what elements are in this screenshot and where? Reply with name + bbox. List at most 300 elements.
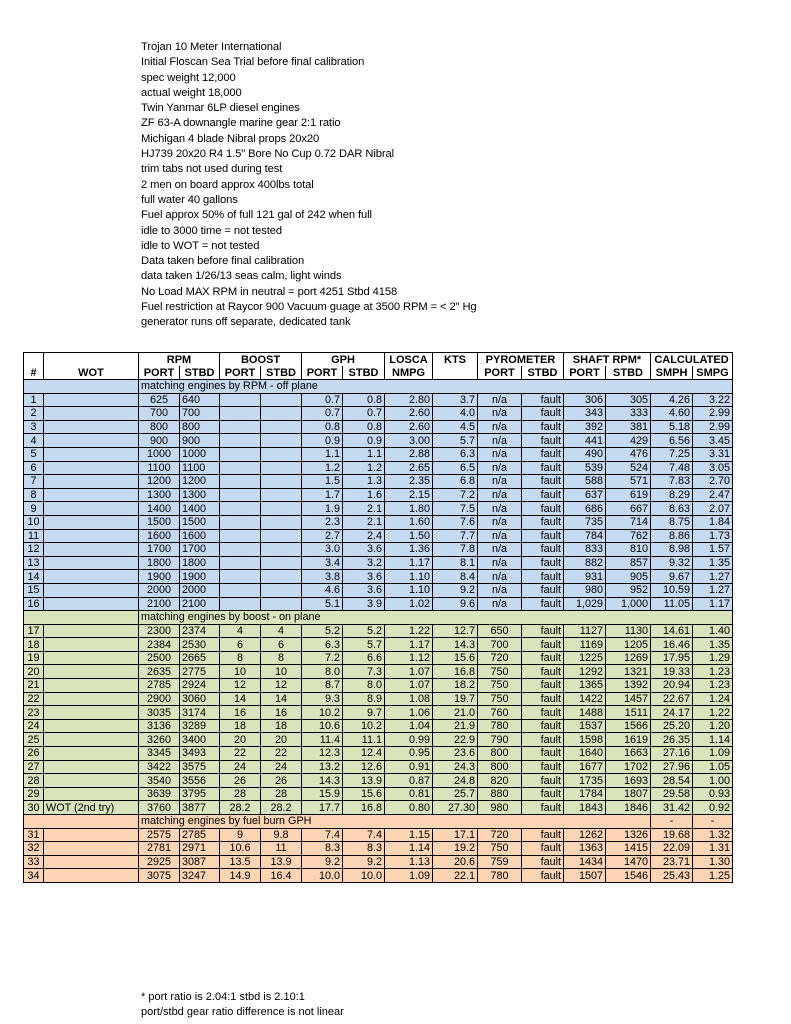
table-cell: 800 (478, 760, 522, 774)
table-cell: n/a (478, 529, 522, 543)
footnote-line: * port ratio is 2.04:1 stbd is 2.10:1 (141, 991, 305, 1003)
table-row (24, 801, 733, 815)
table-cell (220, 420, 261, 434)
table-cell: 1169 (564, 638, 606, 652)
table-cell: 4 (261, 624, 302, 638)
table-cell: 5.2 (302, 624, 343, 638)
table-cell (44, 733, 139, 747)
table-cell: 11.1 (343, 733, 385, 747)
note-line: Fuel restriction at Raycor 900 Vacuum guage at 3500 RPM = < 2" Hg (141, 301, 477, 314)
header-cell (433, 366, 478, 380)
table-cell: 0.7 (302, 393, 343, 407)
table-cell (220, 447, 261, 461)
table-cell: 28 (24, 774, 44, 788)
table-row (24, 774, 733, 788)
table-cell: 524 (606, 461, 651, 475)
table-cell (261, 434, 302, 448)
table-cell: fault (522, 665, 564, 679)
table-cell: 23.71 (651, 855, 693, 869)
section-header-row (24, 611, 733, 625)
table-cell: 2500 (139, 651, 180, 665)
table-cell: n/a (478, 502, 522, 516)
header-shaft-rpm: SHAFT RPM* (564, 353, 651, 367)
table-cell: fault (522, 638, 564, 652)
table-cell: fault (522, 679, 564, 693)
table-cell: 27.96 (651, 760, 693, 774)
table-cell: 1300 (180, 488, 220, 502)
table-cell: 1457 (606, 692, 651, 706)
note-line: Data taken before final calibration (141, 255, 305, 268)
table-cell: 1800 (180, 556, 220, 570)
table-cell (261, 488, 302, 502)
section-title: matching engines by fuel burn GPH (139, 815, 651, 829)
note-line: ZF 63-A downangle marine gear 2:1 ratio (141, 117, 341, 130)
table-cell: 0.8 (343, 420, 385, 434)
table-cell: 1300 (139, 488, 180, 502)
table-cell (44, 638, 139, 652)
header-cell: STBD (343, 366, 385, 380)
table-cell: 2665 (180, 651, 220, 665)
table-cell: 9.2 (343, 855, 385, 869)
table-cell (44, 706, 139, 720)
table-cell: fault (522, 447, 564, 461)
table-cell: 1127 (564, 624, 606, 638)
header-row-bottom (24, 366, 733, 380)
table-cell: 16 (261, 706, 302, 720)
table-cell: 1.09 (385, 869, 433, 883)
table-cell: 476 (606, 447, 651, 461)
table-cell: 34 (24, 869, 44, 883)
table-cell: 810 (606, 543, 651, 557)
table-cell (44, 869, 139, 883)
table-cell: 1.29 (693, 651, 733, 665)
table-cell: 857 (606, 556, 651, 570)
table-cell: 8.29 (651, 488, 693, 502)
header-cell: NMPG (385, 366, 433, 380)
note-line: spec weight 12,000 (141, 71, 236, 84)
table-cell: 735 (564, 515, 606, 529)
table-cell (44, 774, 139, 788)
table-cell: 19 (24, 651, 44, 665)
header-cell: PORT (564, 366, 606, 380)
table-cell: 2635 (139, 665, 180, 679)
table-cell: 1.50 (385, 529, 433, 543)
note-line: actual weight 18,000 (141, 86, 242, 99)
table-cell: n/a (478, 597, 522, 611)
table-cell (44, 597, 139, 611)
table-cell (261, 543, 302, 557)
table-cell: 15 (24, 583, 44, 597)
table-cell (220, 515, 261, 529)
table-cell (44, 407, 139, 421)
table-cell: 3795 (180, 787, 220, 801)
table-cell: 640 (180, 393, 220, 407)
table-cell: 1.1 (302, 447, 343, 461)
table-cell: 8.3 (343, 842, 385, 856)
table-cell: 3.6 (343, 543, 385, 557)
table-cell: 3.8 (302, 570, 343, 584)
table-cell: 1.10 (385, 583, 433, 597)
table-cell (220, 475, 261, 489)
table-cell (261, 475, 302, 489)
table-cell: 25.7 (433, 787, 478, 801)
section-title: matching engines by boost - on plane (139, 611, 733, 625)
table-cell: 27.16 (651, 747, 693, 761)
table-cell: n/a (478, 407, 522, 421)
table-cell: 10 (24, 515, 44, 529)
table-cell: 10.6 (220, 842, 261, 856)
table-cell: 1500 (180, 515, 220, 529)
table-cell: 1702 (606, 760, 651, 774)
table-row (24, 461, 733, 475)
table-cell: 10.0 (343, 869, 385, 883)
table-cell: 571 (606, 475, 651, 489)
table-cell: 1.27 (693, 583, 733, 597)
table-cell: 3.00 (385, 434, 433, 448)
table-cell: 15.6 (343, 787, 385, 801)
table-cell: 1.14 (693, 733, 733, 747)
note-line: full water 40 gallons (141, 193, 238, 206)
table-row (24, 679, 733, 693)
table-cell: 26 (261, 774, 302, 788)
table-cell: 8.9 (343, 692, 385, 706)
table-cell: 780 (478, 869, 522, 883)
table-cell: 12 (24, 543, 44, 557)
table-row (24, 706, 733, 720)
table-cell: 1846 (606, 801, 651, 815)
table-cell: 637 (564, 488, 606, 502)
table-cell: 0.80 (385, 801, 433, 815)
table-cell: 16.8 (433, 665, 478, 679)
table-row (24, 543, 733, 557)
table-cell: 0.95 (385, 747, 433, 761)
table-cell: fault (522, 869, 564, 883)
table-cell: 10.59 (651, 583, 693, 597)
table-cell (261, 529, 302, 543)
table-cell: 7.6 (433, 515, 478, 529)
table-cell: 1.06 (385, 706, 433, 720)
table-cell: 1326 (606, 828, 651, 842)
table-cell: 0.8 (302, 420, 343, 434)
table-cell: 23.6 (433, 747, 478, 761)
table-cell: 5.7 (433, 434, 478, 448)
table-row (24, 638, 733, 652)
footnotes (141, 990, 344, 1020)
table-cell: 0.99 (385, 733, 433, 747)
table-cell: 1735 (564, 774, 606, 788)
table-cell: 11 (24, 529, 44, 543)
table-row (24, 475, 733, 489)
table-cell: 11 (261, 842, 302, 856)
table-cell (261, 556, 302, 570)
table-cell: 2.60 (385, 407, 433, 421)
table-cell: 1.22 (385, 624, 433, 638)
note-line: 2 men on board approx 400lbs total (141, 178, 314, 191)
table-cell: 1.35 (693, 638, 733, 652)
table-cell: 7.4 (343, 828, 385, 842)
note-line: Michigan 4 blade Nibral props 20x20 (141, 132, 320, 145)
table-cell: 14 (220, 692, 261, 706)
table-cell: 2.99 (693, 407, 733, 421)
table-cell: 1619 (606, 733, 651, 747)
table-cell: 790 (478, 733, 522, 747)
table-cell: 21.0 (433, 706, 478, 720)
table-cell: 1507 (564, 869, 606, 883)
table-cell (261, 461, 302, 475)
table-cell (44, 475, 139, 489)
table-cell: 8.0 (302, 665, 343, 679)
table-cell: 8 (261, 651, 302, 665)
table-cell: 9.7 (343, 706, 385, 720)
note-line: No Load MAX RPM in neutral = port 4251 Stbd 4158 (141, 285, 398, 298)
table-cell: 3075 (139, 869, 180, 883)
table-cell: 3.05 (693, 461, 733, 475)
table-row (24, 434, 733, 448)
table-cell: 22.9 (433, 733, 478, 747)
table-cell: 2900 (139, 692, 180, 706)
table-cell: 1.07 (385, 665, 433, 679)
table-cell: 800 (139, 420, 180, 434)
table-row (24, 420, 733, 434)
table-cell: 18 (261, 719, 302, 733)
header-cell: PORT (220, 366, 261, 380)
table-cell: n/a (478, 543, 522, 557)
table-cell: 9.2 (433, 583, 478, 597)
table-cell: 24.8 (433, 774, 478, 788)
table-cell (44, 556, 139, 570)
table-cell: 1,000 (606, 597, 651, 611)
table-cell: 17.1 (433, 828, 478, 842)
note-line: Fuel approx 50% of full 121 gal of 242 when full (141, 209, 372, 222)
table-cell: 9.67 (651, 570, 693, 584)
table-cell: 980 (564, 583, 606, 597)
table-cell: fault (522, 597, 564, 611)
section-title: matching engines by RPM - off plane (139, 380, 733, 394)
table-cell (220, 461, 261, 475)
table-cell: 2.88 (385, 447, 433, 461)
table-cell: 24.17 (651, 706, 693, 720)
note-line: idle to 3000 time = not tested (141, 224, 282, 237)
header-cell (24, 353, 44, 367)
table-cell: 5.1 (302, 597, 343, 611)
table-cell: 1205 (606, 638, 651, 652)
table-cell: 1.25 (693, 869, 733, 883)
table-cell: 3289 (180, 719, 220, 733)
table-cell: n/a (478, 583, 522, 597)
table-cell: n/a (478, 420, 522, 434)
table-cell: 14.3 (433, 638, 478, 652)
table-cell (261, 393, 302, 407)
table-cell: 6 (261, 638, 302, 652)
table-row (24, 855, 733, 869)
table-cell: fault (522, 556, 564, 570)
table-cell: 31 (24, 828, 44, 842)
table-cell: 1.84 (693, 515, 733, 529)
table-cell: 0.9 (302, 434, 343, 448)
table-cell: 2.1 (343, 515, 385, 529)
table-cell: 29.58 (651, 787, 693, 801)
table-cell: 900 (139, 434, 180, 448)
table-cell: 1225 (564, 651, 606, 665)
table-cell: 19.2 (433, 842, 478, 856)
table-cell: 0.7 (302, 407, 343, 421)
table-cell: fault (522, 842, 564, 856)
table-row (24, 651, 733, 665)
table-cell: 1537 (564, 719, 606, 733)
table-cell (261, 583, 302, 597)
table-cell: 1200 (139, 475, 180, 489)
table-cell (44, 828, 139, 842)
table-cell: 23 (24, 706, 44, 720)
table-cell: fault (522, 434, 564, 448)
table-cell: 441 (564, 434, 606, 448)
table-cell: 14.9 (220, 869, 261, 883)
table-cell: 1.05 (693, 760, 733, 774)
table-cell: 720 (478, 828, 522, 842)
table-cell: 1365 (564, 679, 606, 693)
table-cell: 1,029 (564, 597, 606, 611)
table-cell: 1.23 (693, 665, 733, 679)
table-cell: 18 (24, 638, 44, 652)
table-cell: 12.4 (343, 747, 385, 761)
table-cell: 1.00 (693, 774, 733, 788)
table-cell (44, 529, 139, 543)
table-cell: 20 (261, 733, 302, 747)
header-cell: SMPG (693, 366, 733, 380)
table-cell: 3639 (139, 787, 180, 801)
table-cell: 14 (24, 570, 44, 584)
table-cell: 2100 (180, 597, 220, 611)
note-line: idle to WOT = not tested (141, 239, 260, 252)
table-row (24, 760, 733, 774)
section-header-row (24, 815, 733, 829)
table-cell: 10.2 (343, 719, 385, 733)
table-row (24, 488, 733, 502)
table-cell: 6.6 (343, 651, 385, 665)
table-cell: 3260 (139, 733, 180, 747)
table-cell: 667 (606, 502, 651, 516)
section-extra: - (693, 815, 733, 829)
header-cell: STBD (180, 366, 220, 380)
table-cell: 539 (564, 461, 606, 475)
table-cell: 833 (564, 543, 606, 557)
table-cell: 1200 (180, 475, 220, 489)
table-cell: 5 (24, 447, 44, 461)
table-cell: 3087 (180, 855, 220, 869)
table-cell: 1269 (606, 651, 651, 665)
table-cell: 2 (24, 407, 44, 421)
table-cell (44, 447, 139, 461)
table-cell: 1.3 (343, 475, 385, 489)
table-cell: 5.18 (651, 420, 693, 434)
table-cell: 952 (606, 583, 651, 597)
table-row (24, 407, 733, 421)
table-cell: 6.3 (302, 638, 343, 652)
table-cell: 1.12 (385, 651, 433, 665)
table-cell (44, 420, 139, 434)
table-cell: fault (522, 475, 564, 489)
table-cell: 1470 (606, 855, 651, 869)
table-cell: 686 (564, 502, 606, 516)
table-cell: 1.32 (693, 828, 733, 842)
table-cell: 650 (478, 624, 522, 638)
table-row (24, 828, 733, 842)
table-cell: 800 (478, 747, 522, 761)
table-cell: 1.73 (693, 529, 733, 543)
header-cell: SMPH (651, 366, 693, 380)
table-cell: 3400 (180, 733, 220, 747)
table-cell (44, 515, 139, 529)
table-cell: 24 (220, 760, 261, 774)
table-cell: 19.68 (651, 828, 693, 842)
note-line: Trojan 10 Meter International (141, 41, 282, 53)
table-cell: 1.08 (385, 692, 433, 706)
table-cell: fault (522, 529, 564, 543)
table-cell: 13.9 (261, 855, 302, 869)
table-cell: 3136 (139, 719, 180, 733)
table-cell: 1.24 (693, 692, 733, 706)
table-cell: 6 (220, 638, 261, 652)
table-cell: 7.48 (651, 461, 693, 475)
table-cell: 11.4 (302, 733, 343, 747)
table-cell: 784 (564, 529, 606, 543)
table-cell: 392 (564, 420, 606, 434)
table-cell: 1500 (139, 515, 180, 529)
table-cell (44, 434, 139, 448)
table-cell: 3760 (139, 801, 180, 815)
table-cell: 12 (220, 679, 261, 693)
table-cell: 3345 (139, 747, 180, 761)
table-cell: 1400 (180, 502, 220, 516)
table-cell: fault (522, 787, 564, 801)
table-cell: 22.1 (433, 869, 478, 883)
table-cell: 15.9 (302, 787, 343, 801)
table-cell: n/a (478, 556, 522, 570)
table-cell: 2374 (180, 624, 220, 638)
header-rpm: RPM (139, 353, 220, 367)
table-cell: 16 (24, 597, 44, 611)
table-row (24, 787, 733, 801)
table-cell: 6.8 (433, 475, 478, 489)
table-cell: 905 (606, 570, 651, 584)
table-cell: fault (522, 733, 564, 747)
table-cell: 9 (24, 502, 44, 516)
table-cell: 750 (478, 665, 522, 679)
table-cell: 1000 (180, 447, 220, 461)
table-cell: 8.0 (343, 679, 385, 693)
table-cell: fault (522, 420, 564, 434)
note-line: Initial Floscan Sea Trial before final calibration (141, 56, 365, 69)
table-cell: 1392 (606, 679, 651, 693)
table-cell: 22 (261, 747, 302, 761)
table-cell: 1.31 (693, 842, 733, 856)
table-cell (220, 529, 261, 543)
table-cell: 3060 (180, 692, 220, 706)
table-cell: 2.35 (385, 475, 433, 489)
table-cell (44, 651, 139, 665)
header-kts: KTS (433, 353, 478, 367)
table-cell: 1.15 (385, 828, 433, 842)
table-cell: 2785 (180, 828, 220, 842)
table-cell: 1.17 (385, 638, 433, 652)
table-cell: 1.22 (693, 706, 733, 720)
table-cell: 18.2 (433, 679, 478, 693)
table-cell: 9.6 (433, 597, 478, 611)
table-cell: 4.6 (302, 583, 343, 597)
table-cell: 2971 (180, 842, 220, 856)
table-cell: 3.45 (693, 434, 733, 448)
table-cell: 1.10 (385, 570, 433, 584)
